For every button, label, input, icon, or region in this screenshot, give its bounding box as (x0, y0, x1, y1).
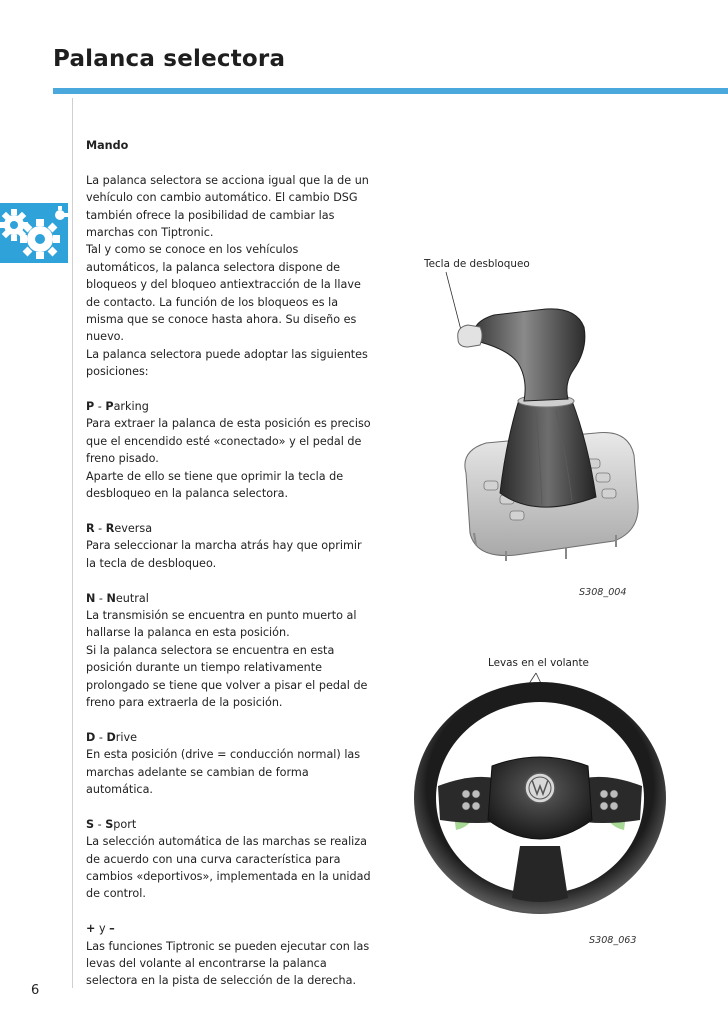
page-number: 6 (31, 983, 40, 998)
gear-description: La transmisión se encuentra en punto muerto al hallarse la palanca en esta posición. (86, 608, 357, 640)
selector-lever-image (446, 283, 646, 583)
intro-paragraph: La palanca selectora puede adoptar las siguientes posiciones: (86, 347, 368, 379)
tiptronic-description: Las funciones Tiptronic se pueden ejecutar con las levas del volante al encontrarse la palanca selectora en la pista de selección de la derecha. (86, 939, 370, 988)
tiptronic-heading: + y – (86, 922, 115, 936)
gear-description: La selección automática de las marchas se realiza de acuerdo con una curva característica para cambios «deportivos», implementada en la unidad de control. (86, 835, 371, 901)
gear-description: Para extraer la palanca de esta posición es preciso que el encendido esté «conectado» y el pedal de freno pisado. (86, 417, 371, 466)
gear-heading-s: S - Sport (86, 817, 137, 831)
shifter-figure-code: S308_004 (579, 587, 627, 598)
shifter-label: Tecla de desbloqueo (424, 258, 530, 270)
gear-description: En esta posición (drive = conducción normal) las marchas adelante se cambian de forma automática. (86, 748, 361, 796)
gear-description: Si la palanca selectora se encuentra en esta posición durante un tiempo relativamente prolongado se tiene que volver a pisar el pedal de freno para extraerla de la posición. (86, 643, 368, 709)
gear-heading-p: P - Parking (86, 400, 149, 414)
gear-description: Aparte de ello se tiene que oprimir la tecla de desbloqueo en la palanca selectora. (86, 469, 344, 501)
wheel-label: Levas en el volante (488, 657, 589, 669)
title-rule (53, 88, 728, 94)
gear-heading-r: R - Reversa (86, 521, 153, 535)
gears-icon (0, 203, 68, 263)
page-title: Palanca selectora (53, 46, 286, 72)
gear-heading-d: D - Drive (86, 730, 137, 744)
body-text-column (86, 137, 374, 990)
wheel-figure-code: S308_063 (589, 935, 637, 946)
intro-paragraph: Tal y como se conoce en los vehículos automáticos, la palanca selectora dispone de bloqueos y del bloqueo antiextracción de la llave de contacto. La función de los bloqueos es la misma que se conoce hasta ahora. Su diseño es nuevo. (86, 243, 361, 344)
intro-paragraph: La palanca selectora se acciona igual que la de un vehículo con cambio automático. El cambio DSG también ofrece la posibilidad de cambiar las marchas con Tiptronic. (86, 173, 369, 240)
gear-description: Para seleccionar la marcha atrás hay que oprimir la tecla de desbloqueo. (86, 539, 362, 570)
margin-rule (72, 98, 73, 988)
section-title: Mando (86, 139, 129, 152)
steering-wheel-image (410, 670, 670, 920)
gear-heading-n: N - Neutral (86, 591, 149, 605)
